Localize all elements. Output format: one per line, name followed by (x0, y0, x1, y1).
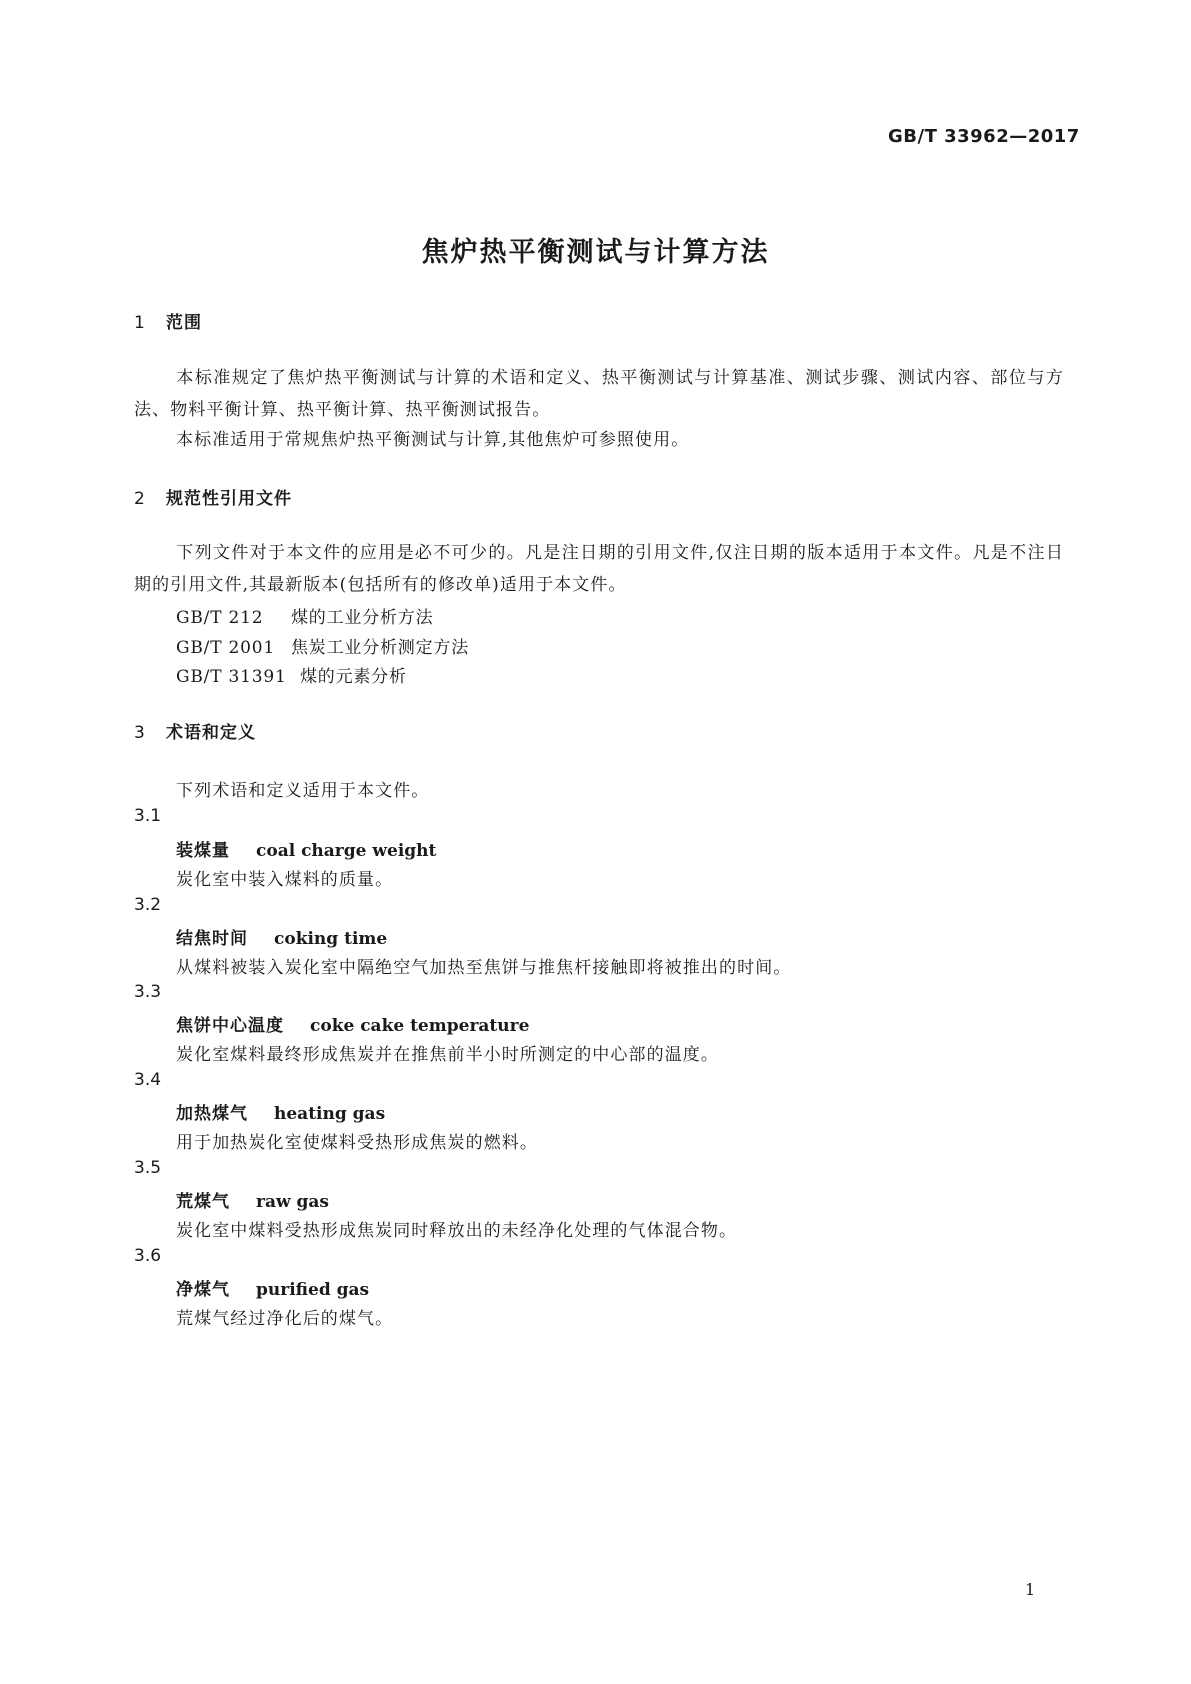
section-number: 1 (134, 313, 146, 333)
term-definition: 从煤料被装入炭化室中隔绝空气加热至焦饼与推焦杆接触即将被推出的时间。 (176, 958, 792, 978)
term-zh: 装煤量 (176, 841, 230, 861)
standard-number: GB/T 33962—2017 (888, 126, 1080, 147)
section-heading-normative-references (134, 484, 292, 509)
term-definition: 炭化室中装入煤料的质量。 (176, 870, 394, 890)
term-entry (176, 1099, 385, 1124)
terms-intro: 下列术语和定义适用于本文件。 (176, 781, 430, 801)
term-zh: 焦饼中心温度 (176, 1016, 284, 1036)
term-zh: 结焦时间 (176, 929, 248, 949)
paragraph-text: 本标准规定了焦炉热平衡测试与计算的术语和定义、热平衡测试与计算基准、测试步骤、测试内容、部位与方法、物料平衡计算、热平衡计算、热平衡测试报告。 (134, 368, 1064, 420)
term-number: 3.2 (134, 895, 162, 915)
term-zh: 加热煤气 (176, 1104, 248, 1124)
document-title: 焦炉热平衡测试与计算方法 (421, 237, 770, 268)
term-number: 3.6 (134, 1246, 162, 1266)
reference-item (176, 603, 433, 628)
term-entry (176, 1187, 329, 1212)
paragraph-text: 本标准适用于常规焦炉热平衡测试与计算,其他焦炉可参照使用。 (176, 430, 690, 450)
section-heading-terms-definitions (134, 718, 256, 743)
term-number: 3.3 (134, 982, 162, 1002)
paragraph (134, 537, 1064, 601)
term-zh: 荒煤气 (176, 1192, 230, 1212)
paragraph-text: 下列文件对于本文件的应用是必不可少的。凡是注日期的引用文件,仅注日期的版本适用于本文件。凡是不注日期的引用文件,其最新版本(包括所有的修改单)适用于本文件。 (134, 543, 1064, 595)
reference-title: 煤的元素分析 (300, 667, 407, 687)
reference-code: GB/T 2001 (176, 638, 276, 658)
paragraph (134, 362, 1064, 426)
term-number: 3.1 (134, 806, 162, 826)
section-title: 范围 (166, 313, 202, 333)
section-title: 规范性引用文件 (166, 489, 292, 509)
term-definition: 荒煤气经过净化后的煤气。 (176, 1309, 394, 1329)
term-zh: 净煤气 (176, 1280, 230, 1300)
section-heading-scope (134, 308, 202, 333)
section-number: 3 (134, 723, 146, 743)
term-entry (176, 836, 436, 861)
term-en: purified gas (256, 1280, 370, 1300)
section-number: 2 (134, 489, 146, 509)
term-entry (176, 924, 387, 949)
term-number: 3.4 (134, 1070, 162, 1090)
term-entry (176, 1011, 529, 1036)
term-definition: 炭化室中煤料受热形成焦炭同时释放出的未经净化处理的气体混合物。 (176, 1221, 738, 1241)
term-en: coke cake temperature (310, 1016, 530, 1036)
term-definition: 炭化室煤料最终形成焦炭并在推焦前半小时所测定的中心部的温度。 (176, 1045, 719, 1065)
reference-title: 焦炭工业分析测定方法 (291, 638, 469, 658)
section-title: 术语和定义 (166, 723, 256, 743)
reference-code: GB/T 31391 (176, 667, 287, 687)
term-definition: 用于加热炭化室使煤料受热形成焦炭的燃料。 (176, 1133, 538, 1153)
reference-item (176, 633, 469, 658)
reference-title: 煤的工业分析方法 (291, 608, 434, 628)
reference-code: GB/T 212 (176, 608, 264, 628)
term-entry (176, 1275, 369, 1300)
term-en: raw gas (256, 1192, 329, 1212)
page-number: 1 (1025, 1580, 1036, 1599)
reference-item (176, 662, 407, 687)
paragraph (134, 424, 1064, 456)
term-number: 3.5 (134, 1158, 162, 1178)
term-en: heating gas (274, 1104, 386, 1124)
term-en: coal charge weight (256, 841, 437, 861)
term-en: coking time (274, 929, 388, 949)
